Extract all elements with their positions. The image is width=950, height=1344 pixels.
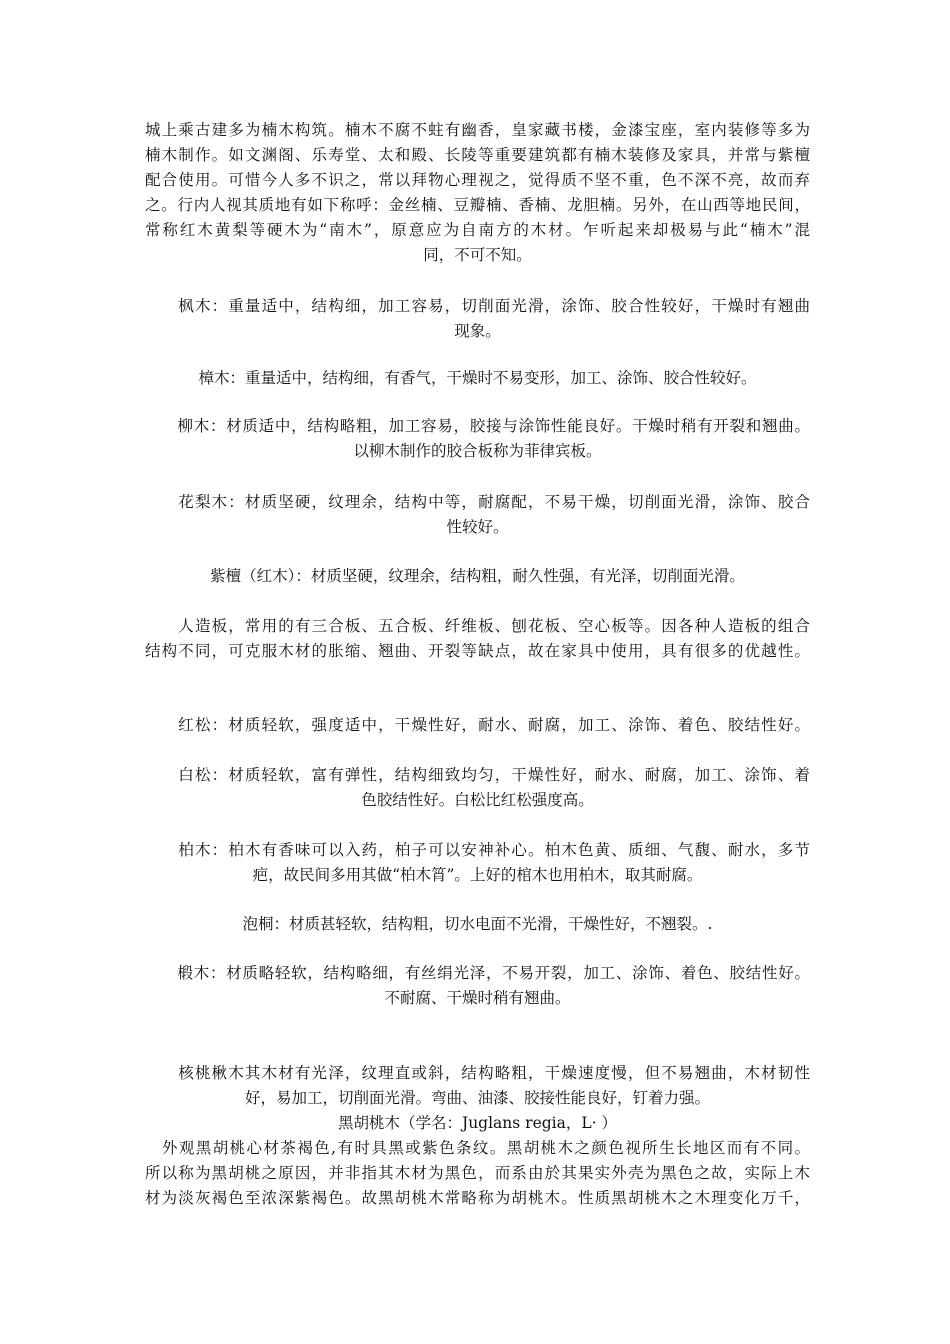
text-line: 同，不可不知。 [423,246,532,264]
text-line: 色胶结性好。白松比红松强度高。 [361,791,594,809]
text-line: 之。行内人视其质地有如下称呼：金丝楠、豆瓣楠、香楠、龙胆楠。另外，在山西等地民间， [145,196,810,214]
paragraph-rosewood [145,490,810,540]
section-heading: 黑胡桃木（学名：Juglans regia，L· ） [337,1114,618,1132]
paragraph-cypress [145,838,810,888]
text-line: 红松：材质轻软，强度适中，干燥性好，耐水、耐腐，加工、涂饰、着色、胶结性好。 [145,716,810,734]
text-line: 材为淡灰褐色至浓深紫褐色。故黑胡桃木常略称为胡桃木。性质黑胡桃木之木理变化万千， [145,1189,810,1207]
paragraph-maple [145,294,810,344]
text-line: 结构不同，可克服木材的胀缩、翘曲、开裂等缺点，故在家具中使用，具有很多的优越性。 [145,642,810,660]
text-line: 柳木：材质适中，结构略粗，加工容易，胶接与涂饰性能良好。干燥时稍有开裂和翘曲。 [145,417,810,435]
text-line: 疤，故民间多用其做“柏木筲”。上好的棺木也用柏木，取其耐腐。 [252,866,703,884]
text-line: 外观黑胡桃心材茶褐色,有时具黑或紫色条纹。黑胡桃木之颜色视所生长地区而有不同。 [145,1139,810,1157]
paragraph-nanmu [145,118,810,268]
paragraph-willow [145,414,810,464]
text-line: 性较好。 [446,518,509,536]
text-line: 人造板，常用的有三合板、五合板、纤维板、刨花板、空心板等。因各种人造板的组合 [145,617,810,635]
text-line: 樟木：重量适中，结构细，有香气，干燥时不易变形，加工、涂饰、胶合性较好。 [198,369,757,387]
paragraph-manmade-board [145,614,810,664]
text-line: 泡桐：材质甚轻软，结构粗，切水电面不光滑，干燥性好，不翘裂。. [242,915,713,933]
paragraph-red-sandalwood [145,564,810,589]
paragraph-basswood [145,961,810,1011]
text-line: 所以称为黑胡桃之原因，并非指其木材为黑色，而系由於其果实外壳为黑色之故，实际上木 [145,1164,810,1182]
paragraph-red-pine [145,713,810,738]
text-line: 核桃楸木其木材有光泽，纹理直或斜，结构略粗，干燥速度慢，但不易翘曲，木材韧性 [145,1064,810,1082]
text-line: 枫木：重量适中，结构细，加工容易，切削面光滑，涂饰、胶合性较好，干燥时有翘曲 [145,297,810,315]
text-line: 不耐腐、干燥时稍有翘曲。 [384,989,571,1007]
text-line: 城上乘古建多为楠木构筑。楠木不腐不蛀有幽香，皇家藏书楼，金漆宝座，室内装修等多为 [145,121,810,139]
text-line: 白松：材质轻软，富有弹性，结构细致均匀，干燥性好，耐水、耐腐，加工、涂饰、着 [145,766,810,784]
paragraph-camphor [145,366,810,391]
text-line: 好，易加工，切削面光滑。弯曲、油漆、胶接性能良好，钉着力强。 [244,1089,710,1107]
paragraph-paulownia [145,912,810,937]
text-line: 椴木：材质略轻软，结构略细，有丝绢光泽，不易开裂，加工、涂饰、着色、胶结性好。 [145,964,810,982]
text-line: 以柳木制作的胶合板称为菲律宾板。 [353,442,602,460]
paragraph-white-pine [145,763,810,813]
text-line: 柏木：柏木有香味可以入药，柏子可以安神补心。柏木色黄、质细、气馥、耐水，多节 [145,841,810,859]
text-line: 常称红木黄梨等硬木为“南木”，原意应为自南方的木材。乍听起来却极易与此“楠木”混 [145,221,810,239]
text-line: 紫檀（红木）：材质坚硬，纹理余，结构粗，耐久性强，有光泽，切削面光滑。 [210,567,745,585]
text-line: 现象。 [454,322,501,340]
text-line: 花梨木：材质坚硬，纹理余，结构中等，耐腐配，不易干燥，切削面光滑，涂饰、胶合 [145,493,810,511]
text-line: 楠木制作。如文渊阁、乐寿堂、太和殿、长陵等重要建筑都有楠木装修及家具，并常与紫檀 [145,146,810,164]
paragraph-walnut [145,1061,810,1211]
text-line: 配合使用。可惜今人多不识之，常以拜物心理视之，觉得质不坚不重，色不深不亮，故而弃 [145,171,810,189]
